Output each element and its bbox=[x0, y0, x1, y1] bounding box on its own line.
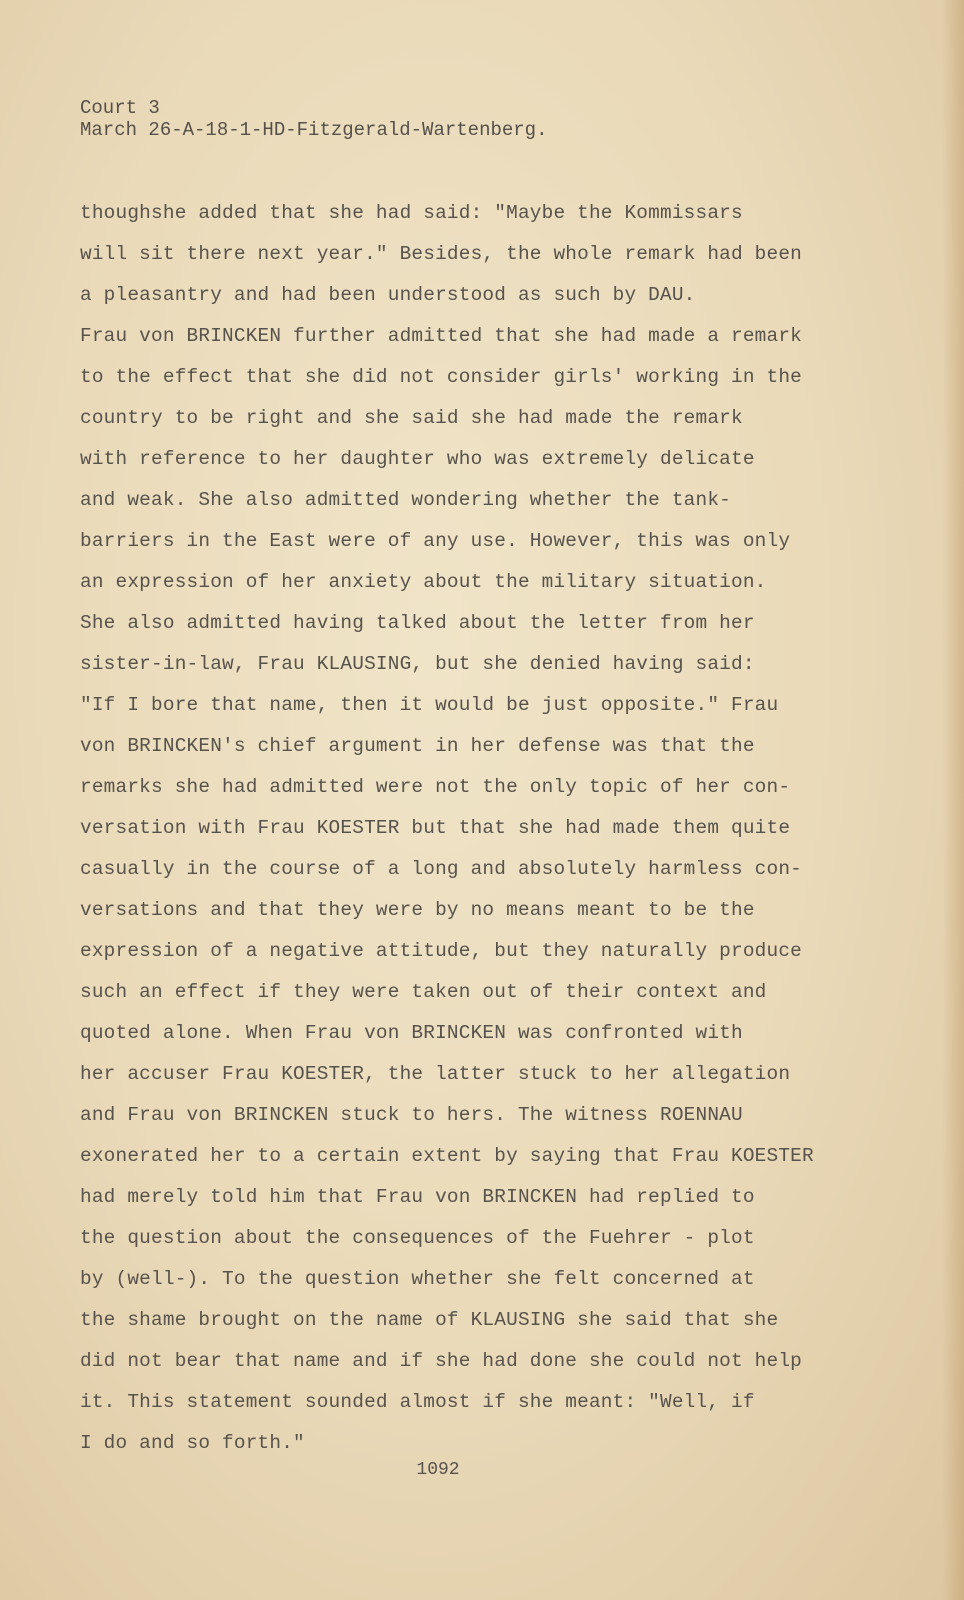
text-line: exonerated her to a certain extent by saying that Frau KOESTER bbox=[80, 1145, 814, 1167]
text-line: quoted alone. When Frau von BRINCKEN was confronted with bbox=[80, 1022, 743, 1044]
text-line: an expression of her anxiety about the military situation. bbox=[80, 571, 767, 593]
text-line: the shame brought on the name of KLAUSING she said that she bbox=[80, 1309, 779, 1331]
text-line: expression of a negative attitude, but they naturally produce bbox=[80, 940, 803, 962]
text-line: it. This statement sounded almost if she meant: "Well, if bbox=[80, 1391, 755, 1413]
text-line: country to be right and she said she had made the remark bbox=[80, 407, 743, 429]
text-line: I do and so forth." bbox=[80, 1432, 305, 1454]
text-line: sister-in-law, Frau KLAUSING, but she denied having said: bbox=[80, 653, 755, 675]
text-line: did not bear that name and if she had done she could not help bbox=[80, 1350, 803, 1372]
text-line: and Frau von BRINCKEN stuck to hers. The witness ROENNAU bbox=[80, 1104, 743, 1126]
text-line: casually in the course of a long and absolutely harmless con- bbox=[80, 858, 803, 880]
court-label: Court 3 bbox=[80, 97, 160, 119]
document-header bbox=[80, 97, 547, 141]
text-line: and weak. She also admitted wondering whether the tank- bbox=[80, 489, 731, 511]
text-line: such an effect if they were taken out of their context and bbox=[80, 981, 767, 1003]
text-line: her accuser Frau KOESTER, the latter stuck to her allegation bbox=[80, 1063, 791, 1085]
text-line: barriers in the East were of any use. However, this was only bbox=[80, 530, 791, 552]
text-line: the question about the consequences of the Fuehrer - plot bbox=[80, 1227, 755, 1249]
text-line: by (well-). To the question whether she felt concerned at bbox=[80, 1268, 755, 1290]
case-reference: March 26-A-18-1-HD-Fitzgerald-Wartenberg. bbox=[80, 119, 548, 141]
text-line: "If I bore that name, then it would be just opposite." Frau bbox=[80, 694, 779, 716]
body-text bbox=[80, 193, 860, 1464]
text-line: a pleasantry and had been understood as such by DAU. bbox=[80, 284, 696, 306]
text-line: with reference to her daughter who was extremely delicate bbox=[80, 448, 755, 470]
text-line: Frau von BRINCKEN further admitted that she had made a remark bbox=[80, 325, 803, 347]
text-line: versation with Frau KOESTER but that she had made them quite bbox=[80, 817, 791, 839]
text-line: thoughshe added that she had said: "Maybe the Kommissars bbox=[80, 202, 743, 224]
text-line: to the effect that she did not consider girls' working in the bbox=[80, 366, 803, 388]
text-line: remarks she had admitted were not the only topic of her con- bbox=[80, 776, 791, 798]
text-line: She also admitted having talked about the letter from her bbox=[80, 612, 755, 634]
text-line: will sit there next year." Besides, the whole remark had been bbox=[80, 243, 803, 265]
text-line: versations and that they were by no means meant to be the bbox=[80, 899, 755, 921]
page-number: 1092 bbox=[416, 1460, 460, 1480]
text-line: von BRINCKEN's chief argument in her defense was that the bbox=[80, 735, 755, 757]
text-line: had merely told him that Frau von BRINCKEN had replied to bbox=[80, 1186, 755, 1208]
